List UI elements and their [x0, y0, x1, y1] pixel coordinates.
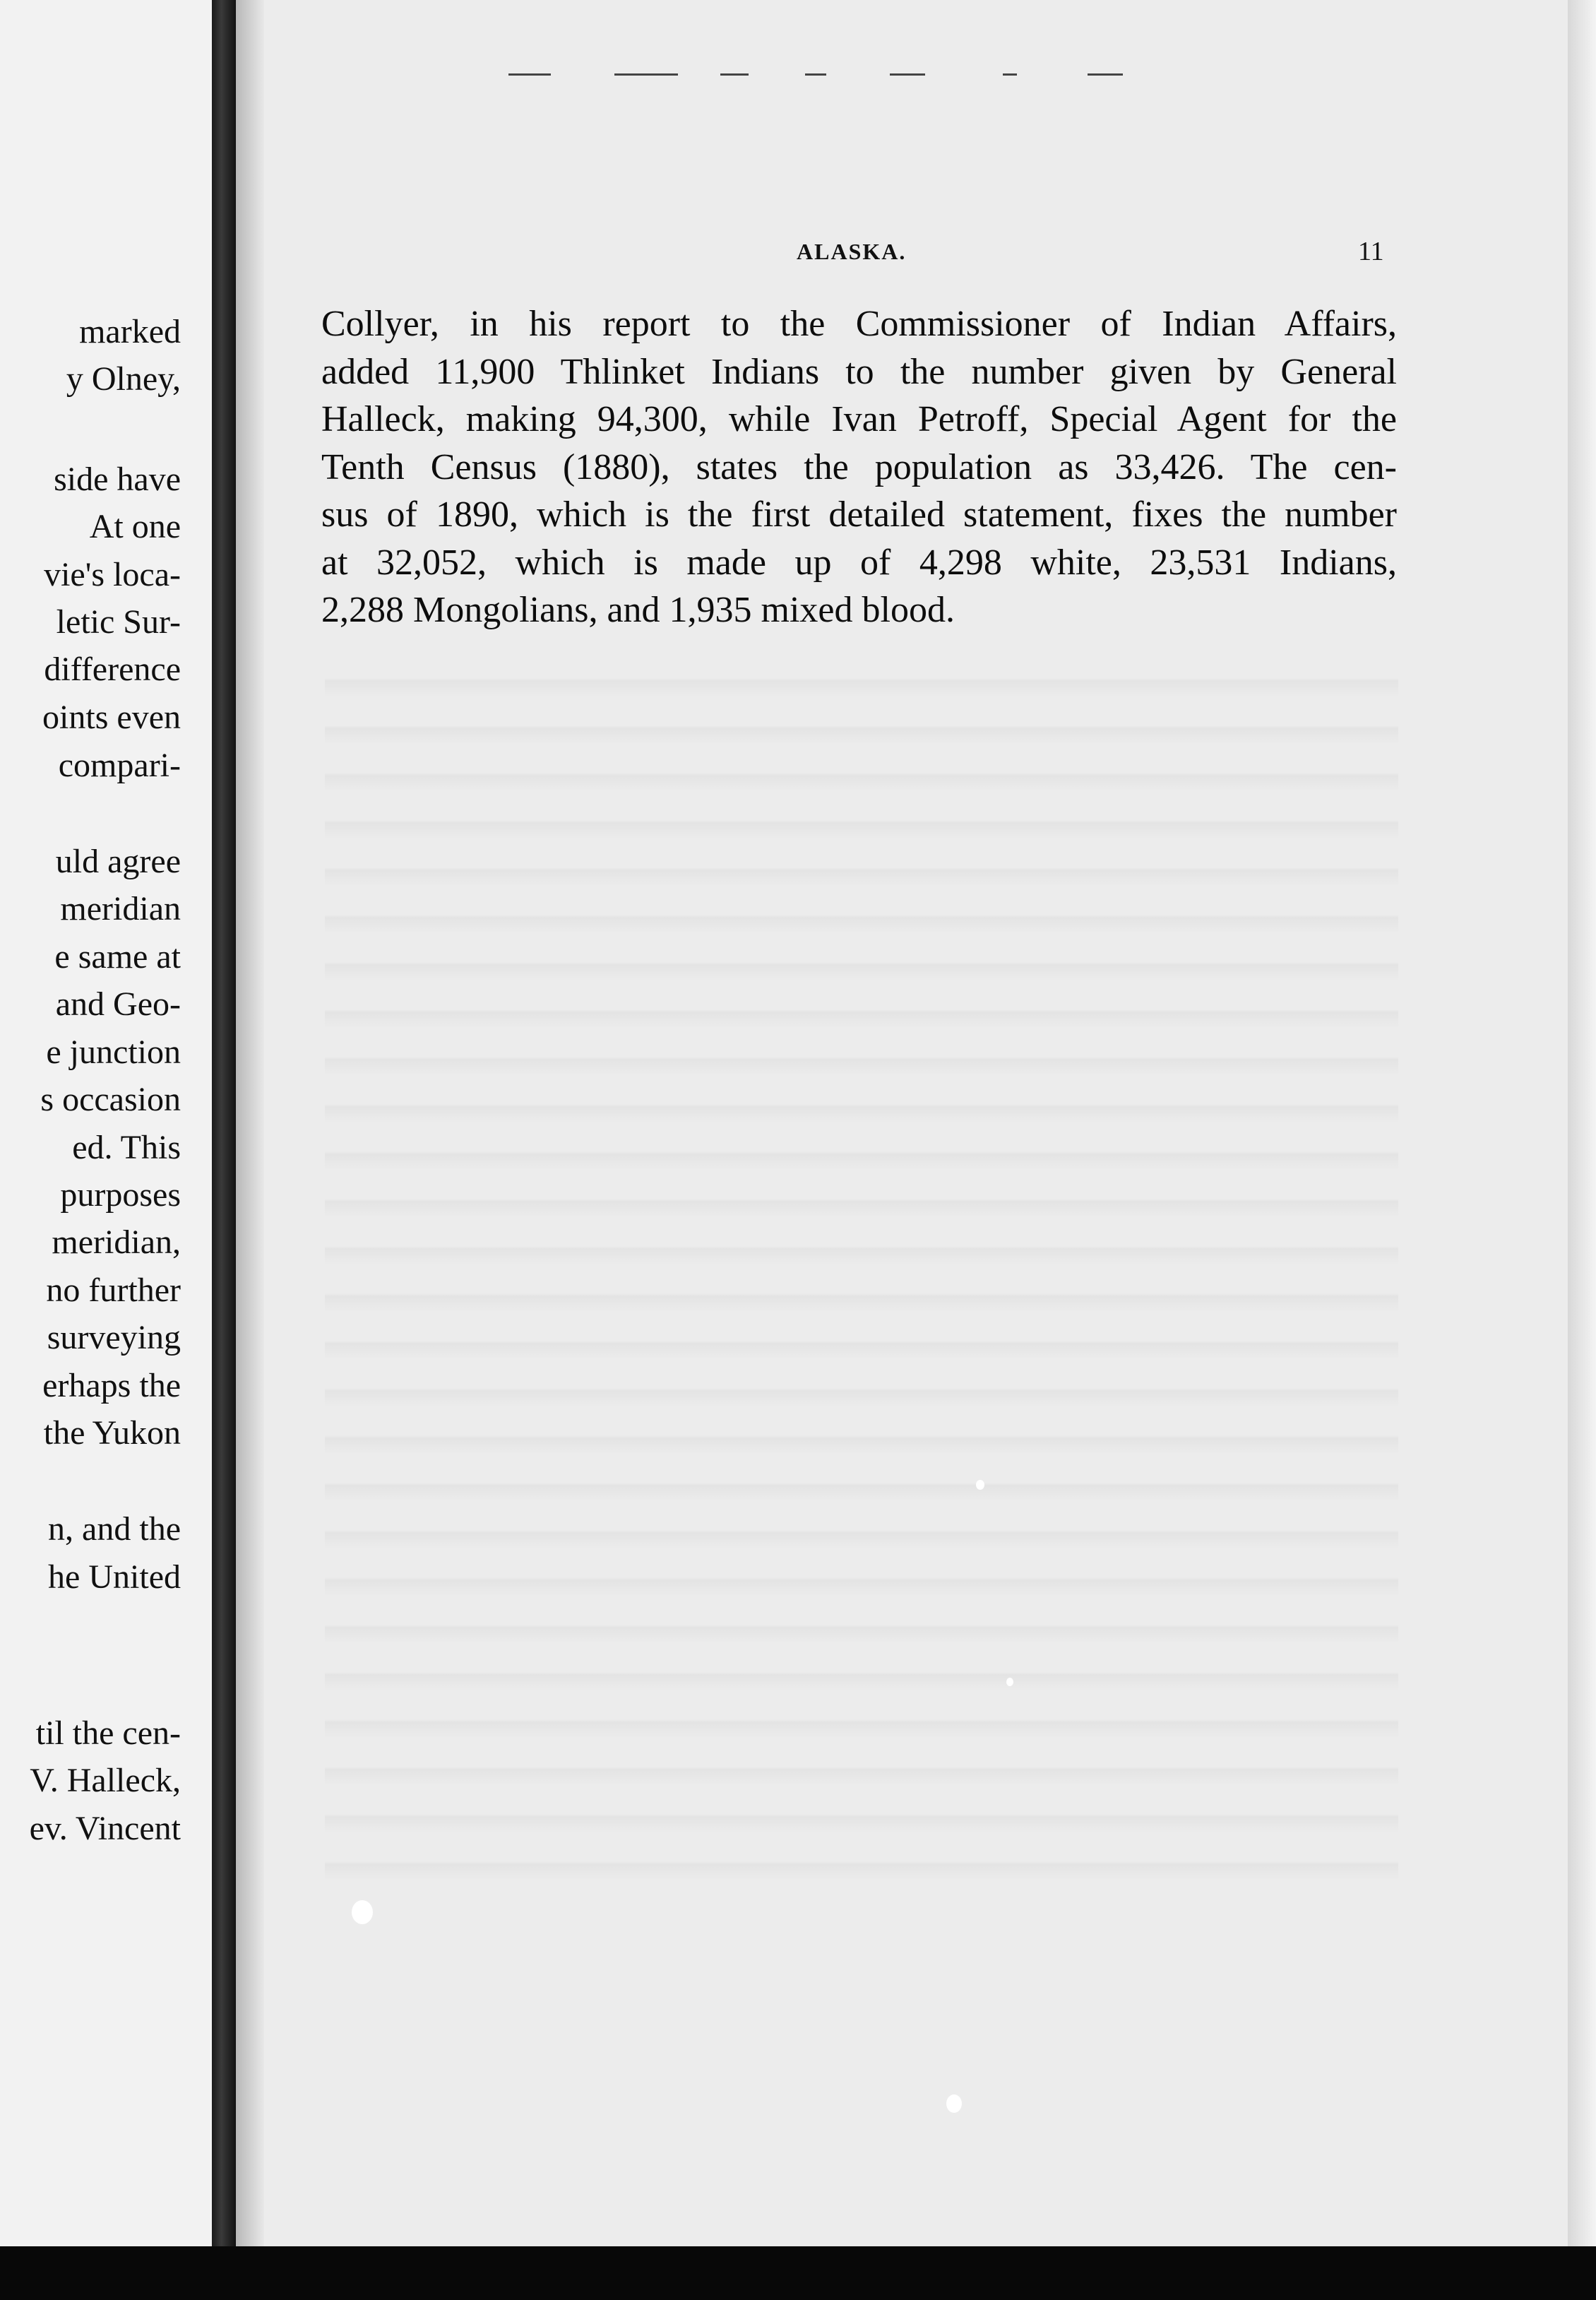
left-line: he United: [48, 1558, 181, 1596]
left-line: oints even: [42, 699, 181, 736]
left-line: s occasion: [40, 1081, 181, 1118]
left-line: e same at: [54, 938, 181, 976]
left-line: difference: [44, 651, 181, 688]
left-line: compari-: [58, 747, 181, 784]
text-line: Collyer, in his report to the Commissioner of Indian Affairs,: [321, 304, 1397, 344]
text-line: added 11,900 Thlinket Indians to the number given by General: [321, 351, 1397, 392]
left-line: uld agree: [55, 843, 181, 880]
left-line: vie's loca-: [44, 556, 181, 593]
left-line: the Yukon: [43, 1414, 181, 1452]
text-line: at 32,052, which is made up of 4,298 white, 23,531 Indians,: [321, 542, 1397, 583]
scan-marks: [508, 68, 1130, 82]
page-number: 11: [1358, 237, 1384, 266]
book-spine: [212, 0, 236, 2300]
left-line: marked: [79, 313, 181, 350]
running-head: ALASKA.: [797, 239, 907, 264]
left-line: At one: [89, 508, 181, 545]
left-line: side have: [54, 461, 181, 498]
left-line: ev. Vincent: [29, 1810, 181, 1847]
left-line: n, and the: [48, 1510, 181, 1548]
gutter-shadow: [236, 0, 264, 2300]
text-line: Tenth Census (1880), states the population as 33,426. The cen-: [321, 446, 1397, 487]
text-line: sus of 1890, which is the first detailed statement, fixes the number: [321, 494, 1397, 535]
left-line: purposes: [60, 1176, 181, 1214]
page-edge: [1568, 0, 1596, 2246]
left-line: surveying: [47, 1319, 181, 1356]
text-line: Halleck, making 94,300, while Ivan Petroff, Special Agent for the: [321, 399, 1397, 439]
left-page: [0, 0, 212, 2300]
left-line: V. Halleck,: [30, 1762, 181, 1799]
left-line: meridian,: [52, 1223, 181, 1261]
scanner-bed: [0, 2246, 1596, 2300]
left-line: y Olney,: [66, 360, 181, 398]
show-through: [325, 650, 1398, 1893]
left-line: and Geo-: [55, 985, 181, 1023]
left-line: letic Sur-: [56, 603, 181, 641]
left-line: e junction: [46, 1033, 181, 1071]
text-line: 2,288 Mongolians, and 1,935 mixed blood.: [321, 590, 955, 630]
left-line: erhaps the: [42, 1367, 181, 1404]
body-paragraph: [321, 300, 1397, 634]
left-line: til the cen-: [35, 1714, 181, 1752]
left-line: ed. This: [72, 1129, 181, 1166]
left-line: no further: [46, 1271, 181, 1309]
left-line: meridian: [60, 890, 181, 927]
